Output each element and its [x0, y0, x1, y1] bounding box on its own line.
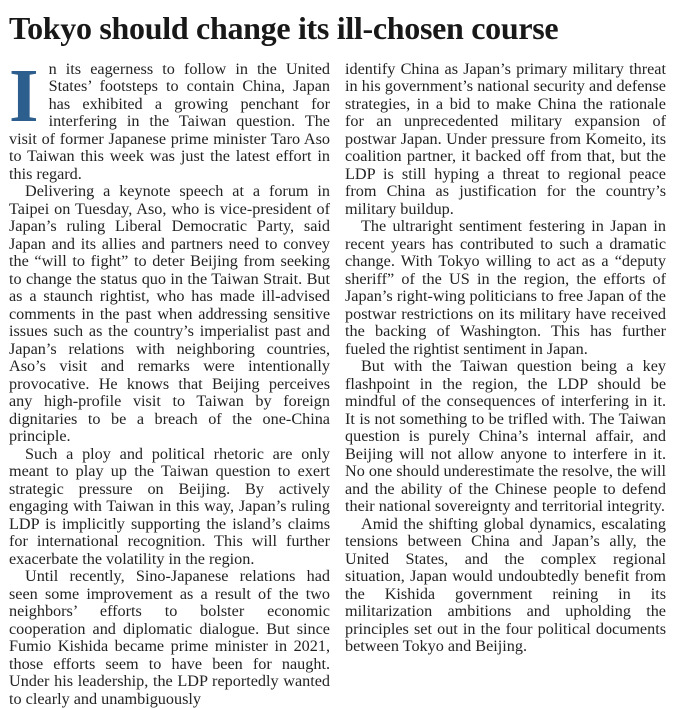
right-column	[345, 61, 666, 708]
paragraph-2: Delivering a keynote speech at a forum in Taipei on Tuesday, Aso, who is vice-president of Japan’s ruling Liberal Democratic Party, said Japan and its allies and partners need to convey the “will to fight” to deter Beijing from seeking to change the status quo in the Taiwan Strait. But as a staunch rightist, who has made ill-advised comments in the past when addressing sensitive issues such as the country’s imperialist past and Japan’s relations with neighboring countries, Aso’s visit and remarks were intentionally provocative. He knows that Beijing perceives any high-profile visit to Taiwan by foreign dignitaries to be a breach of the one-China principle.	[9, 182, 330, 446]
drop-cap: I	[9, 53, 39, 138]
paragraph-6: But with the Taiwan question being a key flashpoint in the region, the LDP should be mindful of the consequences of interfering in it. It is not something to be trifled with. The Taiwan question is purely China’s internal affair, and Beijing will not allow anyone to interfere in it. No one should underestimate the resolve, the will and the ability of the Chinese people to defend their national sovereignty and territorial integrity.	[345, 357, 666, 516]
paragraph-5: The ultraright sentiment festering in Japan in recent years has contributed to such a dramatic change. With Tokyo willing to act as a “deputy sheriff” of the US in the region, the efforts of Japan’s right-wing politicians to free Japan of the postwar restrictions on its military have received the backing of Washington. This has further fueled the rightist sentiment in Japan.	[345, 217, 666, 358]
lede-paragraph	[9, 53, 330, 184]
headline: Tokyo should change its ill-chosen course	[9, 10, 559, 46]
left-column	[9, 53, 330, 708]
paragraph-7: Amid the shifting global dynamics, escalating tensions between China and Japan’s ally, the United States, and the complex regional situation, Japan would undoubtedly benefit from the Kishida government reining in its militarization ambitions and upholding the principles set out in the four political documents between Tokyo and Beijing.	[345, 514, 666, 656]
paragraph-4: Until recently, Sino-Japanese relations had seen some improvement as a result of the two neighbors’ efforts to bolster economic cooperation and diplomatic dialogue. But since Fumio Kishida became prime minister in 2021, those efforts seem to have been for naught. Under his leadership, the LDP reportedly wanted to clearly and unambiguously	[9, 567, 330, 708]
article-columns	[9, 53, 666, 708]
lede-text: n its eagerness to follow in the United States’ footsteps to contain China, Japan has exhibited a growing penchant for interfering in the Taiwan question. The visit of former Japanese prime minister Taro Aso to Taiwan this week was just the latest effort in this regard.	[9, 59, 330, 183]
paragraph-3: Such a ploy and political rhetoric are only meant to play up the Taiwan question to exert strategic pressure on Beijing. By actively engaging with Taiwan in this way, Japan’s ruling LDP is implicitly supporting the island’s claims for international recognition. This will further exacerbate the volatility in the region.	[9, 444, 330, 568]
paragraph-4-continued: identify China as Japan’s primary military threat in his government’s national security and defense strategies, in a bid to make China the rationale for an unprecedented military expansion of postwar Japan. Under pressure from Komeito, its coalition partner, it backed off from that, but the LDP is still hyping a threat to regional peace from China as justification for the country’s military buildup.	[345, 59, 666, 218]
